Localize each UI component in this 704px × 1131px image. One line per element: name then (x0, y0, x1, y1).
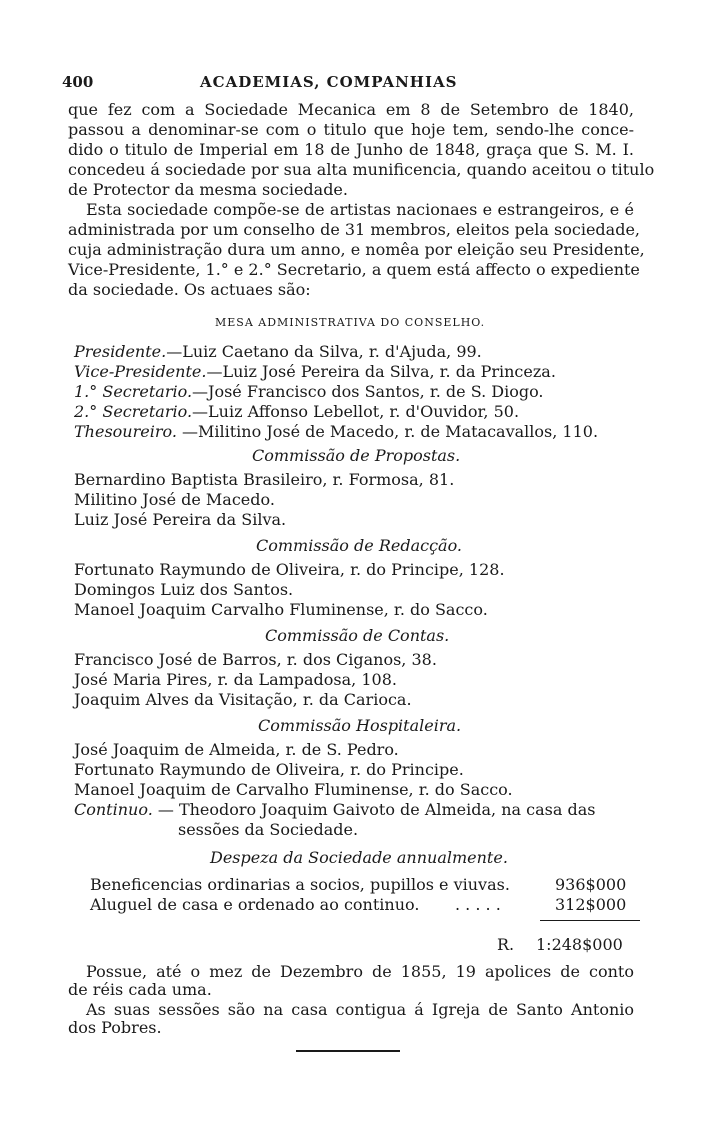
continuo-text: — Theodoro Joaquim Gaivoto de Almeida, na casa das (152, 800, 596, 819)
officer-role: Vice-Presidente. (74, 362, 207, 381)
officer-role: 1.° Secretario. (74, 382, 193, 401)
intro-line: da sociedade. Os actuaes são: (68, 280, 311, 299)
officer-line (74, 402, 519, 422)
officer-line (74, 362, 556, 382)
intro-line: cuja administração dura um anno, e nomêa por eleição seu Presidente, (68, 240, 645, 259)
total-rule (540, 920, 640, 921)
intro-line: administrada por um conselho de 31 membros, eleitos pela sociedade, (68, 220, 640, 239)
officer-role: Thesoureiro. (74, 422, 177, 441)
officer-text: —Militino José de Macedo, r. de Matacavallos, 110. (176, 422, 599, 441)
intro-line: que fez com a Sociedade Mecanica em 8 de Setembro de 1840, (68, 100, 634, 119)
member-line: Domingos Luiz dos Santos. (74, 580, 294, 599)
intro-line: concedeu á sociedade por sua alta munificencia, quando aceitou o titulo (68, 160, 655, 179)
expense-amount: 936$000 (555, 875, 627, 894)
member-line: Fortunato Raymundo de Oliveira, r. do Principe, 128. (74, 560, 505, 579)
officer-role: 2.° Secretario. (74, 402, 193, 421)
intro-line: de Protector da mesma sociedade. (68, 180, 348, 199)
closing-line: dos Pobres. (68, 1018, 162, 1037)
member-line: José Joaquim de Almeida, r. de S. Pedro. (74, 740, 399, 759)
intro-line: passou a denominar-se com o titulo que hoje tem, sendo-lhe conce- (68, 120, 634, 139)
member-line: Luiz José Pereira da Silva. (74, 510, 287, 529)
continuo-line (74, 800, 595, 820)
officer-text: —José Francisco dos Santos, r. de S. Diogo. (192, 382, 544, 401)
officer-line (74, 342, 482, 362)
intro-line: Vice-Presidente, 1.° e 2.° Secretario, a quem está affecto o expediente (68, 260, 640, 279)
closing-line: Possue, até o mez de Dezembro de 1855, 19 apolices de conto (86, 962, 634, 981)
section-heading: MESA ADMINISTRATIVA DO CONSELHO. (215, 316, 486, 329)
continuo-line-2: sessões da Sociedade. (178, 820, 359, 839)
continuo-role: Continuo. (74, 800, 153, 819)
running-title: ACADEMIAS, COMPANHIAS (200, 73, 458, 91)
member-line: Manoel Joaquim Carvalho Fluminense, r. do Sacco. (74, 600, 488, 619)
intro-line: dido o titulo de Imperial em 18 de Junho de 1848, graça que S. M. I. (68, 140, 634, 159)
member-line: Fortunato Raymundo de Oliveira, r. do Principe. (74, 760, 464, 779)
member-line: Francisco José de Barros, r. dos Ciganos, 38. (74, 650, 437, 669)
total-label: R. (497, 935, 515, 954)
despeza-title: Despeza da Sociedade annualmente. (210, 848, 508, 867)
closing-line: As suas sessões são na casa contigua á Igreja de Santo Antonio (86, 1000, 634, 1019)
officer-line (74, 422, 598, 442)
member-line: Manoel Joaquim de Carvalho Fluminense, r. do Sacco. (74, 780, 513, 799)
officer-text: —Luiz Caetano da Silva, r. d'Ajuda, 99. (166, 342, 482, 361)
member-line: José Maria Pires, r. da Lampadosa, 108. (74, 670, 397, 689)
officer-role: Presidente. (74, 342, 167, 361)
expense-label: Aluguel de casa e ordenado ao continuo. (90, 895, 420, 914)
intro-line: Esta sociedade compõe-se de artistas nacionaes e estrangeiros, e é (86, 200, 634, 219)
commission-title: Commissão de Propostas. (252, 446, 461, 465)
end-rule (296, 1050, 400, 1052)
closing-line: de réis cada uma. (68, 980, 212, 999)
officer-line (74, 382, 544, 402)
expense-label: Beneficencias ordinarias a socios, pupillos e viuvas. (90, 875, 510, 894)
member-line: Joaquim Alves da Visitação, r. da Carioca. (74, 690, 412, 709)
member-line: Militino José de Macedo. (74, 490, 275, 509)
total-amount: 1:248$000 (536, 935, 623, 954)
officer-text: —Luiz José Pereira da Silva, r. da Princeza. (206, 362, 556, 381)
commission-title: Commissão Hospitaleira. (258, 716, 462, 735)
commission-title: Commissão de Redacção. (256, 536, 463, 555)
dot-leader: . . . . . (455, 895, 501, 914)
page-number: 400 (62, 73, 94, 91)
member-line: Bernardino Baptista Brasileiro, r. Formosa, 81. (74, 470, 455, 489)
officer-text: —Luiz Affonso Lebellot, r. d'Ouvidor, 50. (192, 402, 520, 421)
expense-amount: 312$000 (555, 895, 627, 914)
commission-title: Commissão de Contas. (265, 626, 450, 645)
